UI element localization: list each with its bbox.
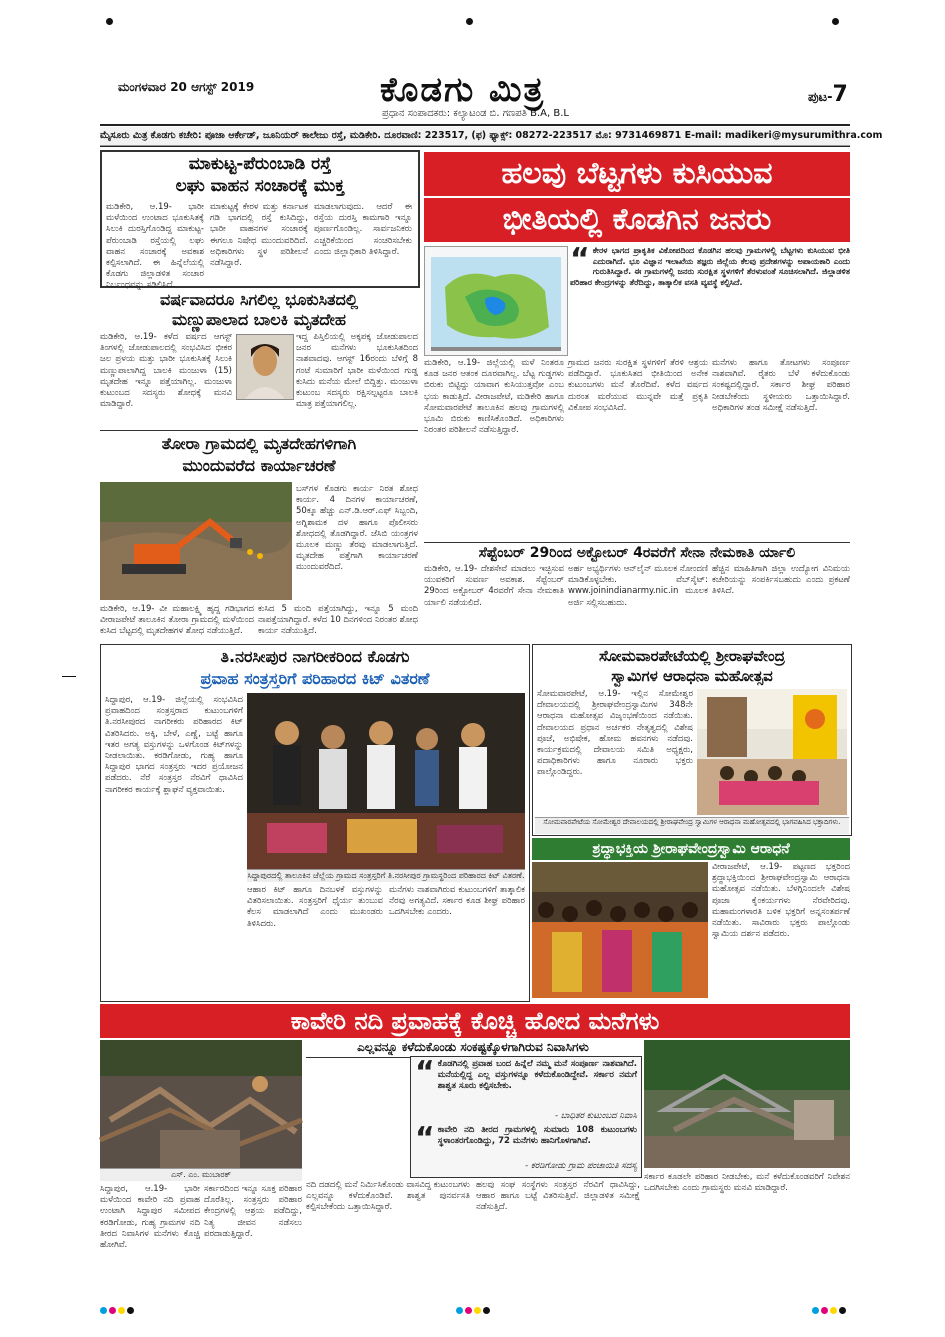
headline: ವರ್ಷವಾದರೂ ಸಿಗಲಿಲ್ಲ ಭೂಕುಸಿತದಲ್ಲಿ: [160, 290, 358, 309]
photo-caption: ಸಿದ್ದಾಪುರದಲ್ಲಿ ತಾಲೂಕಿನ ಜೆಲ್ಲೆಯ ಗ್ರಾಮದ ಸಂತ್ರಸ್ತರಿಗೆ ತಿ.ನರಸೀಪುರ ಗ್ರಾಮಸ್ಥರಿಂದ ಪರಿಹಾರದ ಕಿಟ್ ವಿತರಣೆ.: [247, 871, 525, 880]
article-text: ನದಿ ದಡದಲ್ಲಿ ಮನೆ ನಿರ್ಮಿಸಿಕೊಂಡು ವಾಸವಿದ್ದ ಕುಟುಂಬಗಳು ಎಲ್ಲವನ್ನೂ ಕಳೆದುಕೊಂಡಿವೆ. ಶಾಶ್ವತ ಪುನರ್ವಸತಿ ಕಲ್ಪಿಸಬೇಕೆಂದು ಒತ್ತಾಯಿಸಿದ್ದಾರೆ.: [306, 1180, 470, 1213]
issue-date: ಮಂಗಳವಾರ 20 ಆಗಸ್ಟ್ 2019: [118, 80, 255, 94]
headline: ಸೋಮವಾರಪೇಟೆಯಲ್ಲಿ ಶ್ರೀರಾಘವೇಂದ್ರ: [599, 647, 785, 665]
registration-mark: [812, 1307, 819, 1314]
portrait-photo: [236, 334, 294, 400]
article-text: ಗ್ರಾಮದ ಜನರು ಸುರಕ್ಷಿತ ಸ್ಥಳಗಳಿಗೆ ತೆರಳಿ ಆಶ್ರಯ ಪಡೆದಿದ್ದಾರೆ. ಭೂಕುಸಿತದ ಭೀತಿಯಿಂದ ಅನೇಕ ಕುಟುಂಬಗಳು ಮನೆ ತೊರೆದಿವೆ. ಕಳೆದ ವರ್ಷದ ದುರಂತ ಮರೆಯುವ ಮುನ್ನವೇ ಮತ್ತೆ ಪ್ರಕೃತಿ ವಿಕೋಪ ಸಂಭವಿಸಿದೆ.: [568, 358, 708, 413]
shraddha-headline: ಶ್ರದ್ಧಾಭಕ್ತಿಯ ಶ್ರೀರಾಘವೇಂದ್ರಸ್ವಾಮಿ ಆರಾಧನೆ: [532, 838, 850, 860]
article-text: ಸರ್ಕಾರ ಕೂಡಲೇ ಪರಿಹಾರ ನೀಡಬೇಕು, ಮನೆ ಕಳೆದುಕೊಂಡವರಿಗೆ ನಿವೇಶನ ಒದಗಿಸಬೇಕು ಎಂದು ಗ್ರಾಮಸ್ಥರು ಮನವಿ ಮಾಡಿದ್ದಾರೆ.: [644, 1172, 850, 1194]
photo-caption: ಸೋಮವಾರಪೇಟೆಯ ಸೋಮೇಶ್ವರ ದೇವಾಲಯದಲ್ಲಿ ಶ್ರೀರಾಘವೇಂದ್ರ ಸ್ವಾಮಿಗಳ ಆರಾಧನಾ ಮಹೋತ್ಸವದಲ್ಲಿ ಭಾಗವಹಿಸಿದ ಭಕ್ತಾದಿಗಳು.: [535, 817, 849, 834]
headline: ಸ್ವಾಮಿಗಳ ಆರಾಧನಾ ಮಹೋತ್ಸವ: [611, 667, 773, 685]
article-text: ಕುಸಿದ 5 ಮಂದಿ ಪತ್ತೆಯಾಗಿದ್ದು, ಇನ್ನೂ 5 ಮಂದಿ ನಾಪತ್ತೆಯಾಗಿದ್ದಾರೆ. ಕಳೆದ 10 ದಿನಗಳಿಂದ ನಿರಂತರ ಶೋಧ ಕಾರ್ಯ ನಡೆಯುತ್ತಿದೆ.: [258, 604, 418, 637]
registration-mark: [456, 1307, 463, 1314]
article-text: ಮಾಡಲಾಗುವುದು. ಆದರೆ ಈ ರಸ್ತೆಯ ದುರಸ್ತಿ ಕಾಮಗಾರಿ ಇನ್ನೂ ಪೂರ್ಣಗೊಂಡಿಲ್ಲ. ಸಾರ್ವಜನಿಕರು ಎಚ್ಚರಿಕೆಯಿಂದ ಸಂಚರಿಸಬೇಕು ಎಂದು ಜಿಲ್ಲಾಧಿಕಾರಿ ತಿಳಿಸಿದ್ದಾರೆ.: [314, 202, 412, 257]
registration-mark: [109, 1307, 116, 1314]
temple-photo: [697, 689, 847, 815]
story-somavarpet-box: [532, 644, 852, 836]
registration-mark: [832, 18, 839, 25]
collapsed-house-photo-left: [100, 1040, 302, 1168]
headline: ಮುಂದುವರೆದ ಕಾರ್ಯಾಚರಣೆ: [182, 456, 336, 475]
crop-mark: [62, 676, 76, 677]
registration-mark: [839, 1307, 846, 1314]
kaveri-subhead: ಎಲ್ಲವನ್ನೂ ಕಳೆದುಕೊಂಡು ಸಂಕಷ್ಟಕ್ಕೊಳಗಾಗಿರುವ ನಿವಾಸಿಗಳು: [306, 1040, 640, 1058]
quote-attribution: - ಕರಡಿಗೋಡು ಗ್ರಾಮ ಪಂಚಾಯಿತಿ ಸದಸ್ಯ: [525, 1161, 637, 1171]
article-text: ಮಡಿಕೇರಿ, ಆ.19- ದೇಶಸೇವೆ ಮಾಡಲು ಇಚ್ಛಿಸುವ ಯುವಕರಿಗೆ ಸುವರ್ಣ ಅವಕಾಶ. ಸೆಪ್ಟೆಂಬರ್ 29ರಿಂದ ಅಕ್ಟೋಬರ್ 4ರವರೆಗೆ ಸೇನಾ ನೇಮಕಾತಿ ರ್ಯಾಲಿ ನಡೆಯಲಿದೆ.: [424, 564, 564, 608]
article-text: ವೀರಾಜಪೇಟೆ, ಆ.19- ಪಟ್ಟಣದ ಭಕ್ತರಿಂದ ಶ್ರದ್ಧಾಭಕ್ತಿಯಿಂದ ಶ್ರೀರಾಘವೇಂದ್ರಸ್ವಾಮಿ ಆರಾಧನಾ ಮಹೋತ್ಸವ ನಡೆಯಿತು. ಬೆಳಗ್ಗಿನಿಂದಲೇ ವಿಶೇಷ ಪೂಜಾ ಕೈಂಕರ್ಯಗಳು ನೆರವೇರಿದವು. ಮಹಾಮಂಗಳಾರತಿ ಬಳಿಕ ಭಕ್ತರಿಗೆ ಅನ್ನಸಂತರ್ಪಣೆ ನಡೆಯಿತು. ಸಾವಿರಾರು ಭಕ್ತರು ಪಾಲ್ಗೊಂಡು ಸ್ವಾಮಿಯ ದರ್ಶನ ಪಡೆದರು.: [712, 862, 850, 940]
article-text: ಬಸ್‌ಗಳ ಕೊಡಗು ಕಾರ್ಯ ನಿರತ ಶೋಧ ಕಾರ್ಯ. 4 ದಿನಗಳ ಕಾರ್ಯಾಚರಣೆ, 50ಕ್ಕೂ ಹೆಚ್ಚು ಎನ್.ಡಿ.ಆರ್.ಎಫ್ ಸಿಬ್ಬಂದಿ, ಅಗ್ನಿಶಾಮಕ ದಳ ಹಾಗೂ ಪೊಲೀಸರು ಶೋಧದಲ್ಲಿ ತೊಡಗಿದ್ದಾರೆ. ಜೆಸಿಬಿ ಯಂತ್ರಗಳ ಮೂಲಕ ಮಣ್ಣು ತೆರವು ಮಾಡಲಾಗುತ್ತಿದೆ. ಮೃತದೇಹ ಪತ್ತೆಗಾಗಿ ಕಾರ್ಯಾಚರಣೆ ಮುಂದುವರೆದಿದೆ.: [296, 484, 418, 573]
article-text: ಇದ್ದ ಪಿಸ್ತಿಲಿಯಲ್ಲಿ ಅಕ್ಕಪಕ್ಕ ಜೋಡುಪಾಲದ ಜನರ ಮನೆಗಳು ಭೂಕುಸಿತದಿಂದ ನಾಶವಾದವು. ಆಗಸ್ಟ್ 16ರಂದು ಬೆಳಿಗ್ಗೆ 8 ಗಂಟೆ ಸುಮಾರಿಗೆ ಭಾರೀ ಮಳೆಯಿಂದ ಗುಡ್ಡ ಕುಸಿದು ಮನೆಯ ಮೇಲೆ ಬಿದ್ದಿತ್ತು. ಮಂಜುಳಾ ಕುಟುಂಬ ಸದಸ್ಯರು ರಕ್ಷಿಸಲ್ಪಟ್ಟರೂ ಬಾಲಕಿ ಮಾತ್ರ ಪತ್ತೆಯಾಗಲಿಲ್ಲ.: [296, 332, 418, 410]
quote-mark: “: [415, 1121, 435, 1156]
article-text: ಮನೆಗಳು ನಾಶವಾಗಿರುವ ಕುಟುಂಬಗಳಿಗೆ ತಾತ್ಕಾಲಿಕ ನೆರವು ಅಗತ್ಯವಿದೆ. ಸರ್ಕಾರ ಕೂಡ ಶೀಘ್ರ ಪರಿಹಾರ ಒದಗಿಸಬೇಕು ಎಂದರು.: [389, 885, 525, 918]
header-rule: [100, 124, 850, 126]
article-text: ಸೋಮವಾರಪೇಟೆ, ಆ.19- ಇಲ್ಲಿನ ಸೋಮೇಶ್ವರ ದೇವಾಲಯದಲ್ಲಿ ಶ್ರೀರಾಘವೇಂದ್ರಸ್ವಾಮಿಗಳ 348ನೇ ಆರಾಧನಾ ಮಹೋತ್ಸವ ವಿಜೃಂಭಣೆಯಿಂದ ನಡೆಯಿತು. ದೇವಾಲಯದ ಪ್ರಧಾನ ಅರ್ಚಕರ ನೇತೃತ್ವದಲ್ಲಿ ವಿಶೇಷ ಪೂಜೆ, ಅಭಿಷೇಕ, ಹೋಮ ಹವನಗಳು ನಡೆದವು. ಕಾರ್ಯಕ್ರಮದಲ್ಲಿ ದೇವಾಲಯ ಸಮಿತಿ ಅಧ್ಯಕ್ಷರು, ಪದಾಧಿಕಾರಿಗಳು ಹಾಗೂ ನೂರಾರು ಭಕ್ತರು ಪಾಲ್ಗೊಂಡಿದ್ದರು.: [537, 689, 693, 778]
article-text: [306, 1056, 406, 1176]
headline: ತೋರಾ ಗ್ರಾಮದಲ್ಲಿ ಮೃತದೇಹಗಳಿಗಾಗಿ: [161, 434, 357, 453]
collapsed-house-photo-right: [644, 1040, 850, 1168]
header-rule: [100, 146, 850, 147]
headline: ಸೆಪ್ಟೆಂಬರ್ 29ರಿಂದ ಅಕ್ಟೋಬರ್ 4ರವರೆಗೆ ಸೇನಾ ನೇಮಕಾತಿ ರ್ಯಾಲಿ: [424, 542, 850, 561]
masthead: ಕೊಡಗು ಮಿತ್ರ: [380, 70, 546, 110]
headline: ಮಾಕುಟ್ಟ-ಪೆರುಂಬಾಡಿ ರಸ್ತೆ: [188, 154, 332, 174]
article-text: ಸಿದ್ದಾಪುರ, ಆ.19- ಭಾರೀ ಮಳೆಯಿಂದ ಕಾವೇರಿ ನದಿ ಪ್ರವಾಹ ಉಂಟಾಗಿ ಸಿದ್ದಾಪುರ ಸಮೀಪದ ಕರಡಿಗೋಡು, ಗುಹ್ಯ ಗ್ರಾಮಗಳ ನದಿ ತೀರದ ನಿವಾಸಿಗಳ ಮನೆಗಳು ಕೊಚ್ಚಿ ಹೋಗಿವೆ.: [100, 1184, 200, 1251]
registration-mark: [127, 1307, 134, 1314]
article-text: ಹಲವು ಸಂಘ ಸಂಸ್ಥೆಗಳು ಸಂತ್ರಸ್ತರ ನೆರವಿಗೆ ಧಾವಿಸಿದ್ದು, ಆಹಾರ ಹಾಗೂ ಬಟ್ಟೆ ವಿತರಿಸುತ್ತಿವೆ. ಜಿಲ್ಲಾಡಳಿತ ಸಮೀಕ್ಷೆ ನಡೆಸುತ್ತಿದೆ.: [476, 1180, 640, 1213]
article-text: ಆಹಾರ ಕಿಟ್ ಹಾಗೂ ದಿನಬಳಕೆ ವಸ್ತುಗಳನ್ನು ವಿತರಿಸಲಾಯಿತು. ಸಂತ್ರಸ್ತರಿಗೆ ಧೈರ್ಯ ತುಂಬುವ ಕೆಲಸ ಮಾಡಲಾಗಿದೆ ಎಂದು ಮುಖಂಡರು ತಿಳಿಸಿದರು.: [247, 885, 383, 929]
headline: ಮಣ್ಣುಪಾಲಾದ ಬಾಲಕಿ ಮೃತದೇಹ: [172, 310, 346, 329]
rainfall-map: [424, 246, 568, 356]
article-text: ಮಡಿಕೇರಿ, ಆ.19- ಭಾರೀ ಮಳೆಯಿಂದ ಉಂಟಾದ ಭೂಕುಸಿತಕ್ಕೆ ಸಿಲುಕಿ ದುರಸ್ತಿಗೊಂಡಿದ್ದ ಮಾಕುಟ್ಟ-ಪೆರುಂಬಾಡಿ ರಸ್ತೆಯಲ್ಲಿ ಲಘು ವಾಹನ ಸಂಚಾರಕ್ಕೆ ಅವಕಾಶ ಕಲ್ಪಿಸಲಾಗಿದೆ. ಈ ಹಿನ್ನೆಲೆಯಲ್ಲಿ ಕೊಡಗು ಜಿಲ್ಲಾಡಳಿತ ಸಂಚಾರ ನಿರ್ಬಂಧವನ್ನು ಸಡಿಲಿಸಿದೆ.: [106, 202, 204, 291]
rescue-photo: [100, 482, 292, 600]
lead-headline-bottom: ಭೀತಿಯಲ್ಲಿ ಕೊಡಗಿನ ಜನರು: [424, 198, 850, 242]
article-text: ಸರ್ಕಾರದಿಂದ ಇನ್ನೂ ಸೂಕ್ತ ಪರಿಹಾರ ದೊರೆತಿಲ್ಲ. ಸಂತ್ರಸ್ತರು ಪರಿಹಾರ ಕೇಂದ್ರಗಳಲ್ಲಿ ಆಶ್ರಯ ಪಡೆದಿದ್ದು, ನಿತ್ಯ ಜೀವನ ನಡೆಸಲು ಪರದಾಡುತ್ತಿದ್ದಾರೆ.: [204, 1184, 302, 1239]
story-makutta-box: [100, 150, 420, 291]
quote-text: “ ಕೊಡಗಿನಲ್ಲಿ ಪ್ರವಾಹ ಬಂದ ಹಿನ್ನೆಲೆ ನಮ್ಮ ಮನೆ ಸಂಪೂರ್ಣ ನಾಶವಾಗಿದೆ. ಮನೆಯಲ್ಲಿದ್ದ ಎಲ್ಲ ವಸ್ತುಗಳನ್ನೂ ಕಳೆದುಕೊಂಡಿದ್ದೇವೆ. ಸರ್ಕಾರ ನಮಗೆ ಶಾಶ್ವತ ಸೂರು ಕಲ್ಪಿಸಬೇಕು.: [415, 1055, 637, 1092]
lead-headline-top: ಹಲವು ಬೆಟ್ಟಗಳು ಕುಸಿಯುವ: [424, 152, 850, 196]
photographer-credit: ಎಸ್. ಎಂ. ಮುಬಾರಕ್: [100, 1168, 302, 1181]
registration-mark: [118, 1307, 125, 1314]
registration-mark: [474, 1307, 481, 1314]
drop-cap: “: [570, 242, 590, 277]
contact-strip: ಮೈಸೂರು ಮಿತ್ರ ಕೊಡಗು ಕಚೇರಿ: ಪೂಜಾ ಆರ್ಕೇಡ್, ಜೂನಿಯರ್ ಕಾಲೇಜು ರಸ್ತೆ, ಮಡಿಕೇರಿ. ದೂರವಾಣಿ: 223517, (ಫ) ಫ್ಯಾಕ್ಸ್: 08272-223517 ಮೊ: 9731469871 E-mail: madikeri@mysurumithra.com: [100, 127, 850, 146]
registration-mark: [821, 1307, 828, 1314]
registration-mark: [830, 1307, 837, 1314]
registration-mark: [100, 1307, 107, 1314]
article-text: ಮನೆಗಳು ಹಾಗೂ ತೋಟಗಳು ಸಂಪೂರ್ಣ ನಾಶವಾಗಿವೆ. ರೈತರು ಬೆಳೆ ಕಳೆದುಕೊಂಡು ಸಂಕಷ್ಟದಲ್ಲಿದ್ದಾರೆ. ಸರ್ಕಾರ ಶೀಘ್ರ ಪರಿಹಾರ ನೀಡಬೇಕೆಂದು ಸ್ಥಳೀಯರು ಒತ್ತಾಯಿಸಿದ್ದಾರೆ. ಅಧಿಕಾರಿಗಳ ತಂಡ ಸಮೀಕ್ಷೆ ನಡೆಸುತ್ತಿದೆ.: [712, 358, 850, 413]
article-text: ಹೆಚ್ಚಿನ ಮಾಹಿತಿಗಾಗಿ ಜಿಲ್ಲಾ ಉದ್ಯೋಗ ವಿನಿಮಯ ಕಚೇರಿಯನ್ನು ಸಂಪರ್ಕಿಸಬಹುದು ಎಂದು ಪ್ರಕಟಣೆ ತಿಳಿಸಿದೆ.: [712, 564, 850, 597]
article-text: ಸಿದ್ದಾಪುರ, ಆ.19- ಜಿಲ್ಲೆಯಲ್ಲಿ ಸಂಭವಿಸಿದ ಪ್ರವಾಹದಿಂದ ಸಂತ್ರಸ್ತರಾದ ಕುಟುಂಬಗಳಿಗೆ ತಿ.ನರಸೀಪುರದ ನಾಗರೀಕರು ಪರಿಹಾರದ ಕಿಟ್ ವಿತರಿಸಿದರು. ಅಕ್ಕಿ, ಬೇಳೆ, ಎಣ್ಣೆ, ಬಟ್ಟೆ ಹಾಗೂ ಇತರ ಅಗತ್ಯ ವಸ್ತುಗಳನ್ನು ಒಳಗೊಂಡ ಕಿಟ್‌ಗಳನ್ನು ನೀಡಲಾಯಿತು. ಕರಡಿಗೋಡು, ಗುಹ್ಯ ಹಾಗೂ ಸಿದ್ದಾಪುರ ಭಾಗದ ಸಂತ್ರಸ್ತರು ಇದರ ಪ್ರಯೋಜನ ಪಡೆದರು. ನೆರೆ ಸಂತ್ರಸ್ತರ ನೆರವಿಗೆ ಧಾವಿಸಿದ ನಾಗರೀಕರ ಕಾರ್ಯಕ್ಕೆ ಶ್ಲಾಘನೆ ವ್ಯಕ್ತವಾಯಿತು.: [105, 695, 243, 795]
quote-mark: “: [415, 1055, 435, 1090]
kaveri-headline: ಕಾವೇರಿ ನದಿ ಪ್ರವಾಹಕ್ಕೆ ಕೊಚ್ಚಿ ಹೋದ ಮನೆಗಳು: [100, 1004, 850, 1038]
article-text: ಮಾಕುಟ್ಟಕ್ಕೆ ಕೇರಳ ಮತ್ತು ಕರ್ನಾಟಕ ಗಡಿ ಭಾಗದಲ್ಲಿ ರಸ್ತೆ ಕುಸಿದಿದ್ದು, ಭಾರೀ ವಾಹನಗಳ ಸಂಚಾರಕ್ಕೆ ಈಗಲೂ ನಿಷೇಧ ಮುಂದುವರಿದಿದೆ. ಅಧಿಕಾರಿಗಳು ಸ್ಥಳ ಪರಿಶೀಲನೆ ನಡೆಸಿದ್ದಾರೆ.: [210, 202, 308, 269]
article-text: ಮಡಿಕೇರಿ, ಆ.19- ಜಿಲ್ಲೆಯಲ್ಲಿ ಮಳೆ ನಿಂತರೂ ಕೂಡ ಜನರ ಆತಂಕ ದೂರವಾಗಿಲ್ಲ. ಬೆಟ್ಟ ಗುಡ್ಡಗಳು ಬಿರುಕು ಬಿಟ್ಟಿದ್ದು ಯಾವಾಗ ಕುಸಿಯುತ್ತವೋ ಎಂಬ ಭಯ ಕಾಡುತ್ತಿದೆ. ವೀರಾಜಪೇಟೆ, ಮಡಿಕೇರಿ ಹಾಗೂ ಸೋಮವಾರಪೇಟೆ ತಾಲೂಕಿನ ಹಲವು ಗ್ರಾಮಗಳಲ್ಲಿ ಭೂಮಿ ಬಿರುಕು ಕಾಣಿಸಿಕೊಂಡಿದೆ. ಅಧಿಕಾರಿಗಳು ನಿರಂತರ ಪರಿಶೀಲನೆ ನಡೆಸುತ್ತಿದ್ದಾರೆ.: [424, 358, 564, 436]
article-text: ಮಡಿಕೇರಿ, ಆ.19- ಕಳೆದ ವರ್ಷದ ಆಗಸ್ಟ್ ತಿಂಗಳಲ್ಲಿ ಜೋಡುಪಾಲದಲ್ಲಿ ಸಂಭವಿಸಿದ ಭೀಕರ ಜಲ ಪ್ರಳಯ ಮತ್ತು ಭಾರೀ ಭೂಕುಸಿತಕ್ಕೆ ಸಿಲುಕಿ ಮಣ್ಣುಪಾಲಾಗಿದ್ದ ಬಾಲಕಿ ಮಂಜುಳಾ (15) ಮೃತದೇಹ ಇನ್ನೂ ಪತ್ತೆಯಾಗಿಲ್ಲ. ಮಂಜುಳಾ ಕುಟುಂಬದ ಸದಸ್ಯರು ಶೋಧಕ್ಕೆ ಮನವಿ ಮಾಡಿದ್ದಾರೆ.: [100, 332, 232, 410]
article-text: ಮಡಿಕೇರಿ, ಆ.19- ವೀ ಮಹಾಲಕ್ಷ್ಮಿ ಹೃದ್ದ ಗಡಿಭಾಗದ ವೀರಾಜಪೇಟೆ ತಾಲೂಕಿನ ತೋರಾ ಗ್ರಾಮದಲ್ಲಿ ಮಳೆಯಿಂದ ಕುಸಿದ ಬೆಟ್ಟದಲ್ಲಿ ಮೃತದೇಹಗಳ ಶೋಧ ನಡೆಯುತ್ತಿದೆ.: [100, 604, 254, 637]
relief-kit-photo: [247, 693, 525, 869]
article-text: ಅರ್ಹ ಅಭ್ಯರ್ಥಿಗಳು ಆನ್‌ಲೈನ್ ಮೂಲಕ ನೋಂದಣಿ ಮಾಡಿಕೊಳ್ಳಬೇಕು. ವೆಬ್‌ಸೈಟ್: www.joinindianarmy.nic.in ಮೂಲಕ ಅರ್ಜಿ ಸಲ್ಲಿಸಬಹುದು.: [568, 564, 708, 608]
lead-intro: “ ಕೇರಳ ಭಾಗದ ಪ್ರಾಕೃತಿಕ ವಿಕೋಪದಿಂದ ಕೊಡಗಿನ ಹಲವು ಗ್ರಾಮಗಳಲ್ಲಿ ಬೆಟ್ಟಗಳು ಕುಸಿಯುವ ಭೀತಿ ಎದುರಾಗಿದೆ. ಭೂ ವಿಜ್ಞಾನ ಇಲಾಖೆಯ ತಜ್ಞರು ಜಿಲ್ಲೆಯ ಕೆಲವು ಪ್ರದೇಶಗಳನ್ನು ಅಪಾಯಕಾರಿ ಎಂದು ಗುರುತಿಸಿದ್ದಾರೆ. ಈ ಗ್ರಾಮಗಳಲ್ಲಿ ಜನರು ಸುರಕ್ಷಿತ ಸ್ಥಳಗಳಿಗೆ ತೆರಳುವಂತೆ ಸೂಚಿಸಲಾಗಿದೆ. ಜಿಲ್ಲಾಡಳಿತ ಪರಿಹಾರ ಕೇಂದ್ರಗಳನ್ನು ತೆರೆದಿದ್ದು, ತಾತ್ಕಾಲಿಕ ವಸತಿ ವ್ಯವಸ್ಥೆ ಕಲ್ಪಿಸಿದೆ.: [570, 242, 850, 287]
registration-mark: [466, 18, 473, 25]
headline: ಲಘು ವಾಹನ ಸಂಚಾರಕ್ಕೆ ಮುಕ್ತ: [175, 176, 345, 196]
section-rule: [100, 430, 418, 431]
quote-text: “ ಕಾವೇರಿ ನದಿ ತೀರದ ಗ್ರಾಮಗಳಲ್ಲಿ ಸುಮಾರು 108 ಕುಟುಂಬಗಳು ಸ್ಥಳಾಂತರಗೊಂಡಿದ್ದು, 72 ಮನೆಗಳು ಹಾನಿಗೊಳಗಾಗಿವೆ.: [415, 1121, 637, 1156]
registration-mark: [106, 18, 113, 25]
page-number: ಪುಟ-7: [808, 82, 848, 107]
headline: ತಿ.ನರಸೀಪುರ ನಾಗರೀಕರಿಂದ ಕೊಡಗು: [220, 647, 410, 666]
editor-line: ಪ್ರಧಾನ ಸಂಪಾದಕರು: ಕಲ್ಯಾಟಂಡ ಬಿ. ಗಣಪತಿ B.A, B.L: [382, 108, 569, 119]
quote-attribution: - ಬಾಧಿತರ ಕುಟುಂಬದ ನಿವಾಸಿ: [555, 1111, 637, 1121]
story-narasipura-box: [100, 644, 530, 1002]
devotees-photo: [532, 862, 708, 998]
quote-box: [410, 1056, 642, 1178]
registration-mark: [465, 1307, 472, 1314]
headline: ಪ್ರವಾಹ ಸಂತ್ರಸ್ತರಿಗೆ ಪರಿಹಾರದ ಕಿಟ್ ವಿತರಣೆ: [200, 669, 430, 688]
registration-mark: [483, 1307, 490, 1314]
